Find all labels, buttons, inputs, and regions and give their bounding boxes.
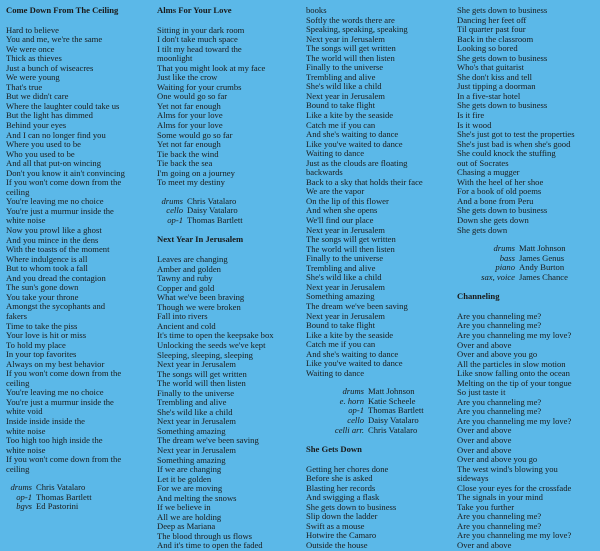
lyric-line: Before she is asked [306,473,373,484]
lyric-line: Copper and gold [157,282,215,293]
credit-name: Matt Johnson [519,243,566,254]
lyric-line: The signals in your mind [457,492,543,503]
lyric-line: The dream we've been saving [306,300,408,311]
lyric-line: Where the laughter could take us [6,100,120,111]
lyric-line: white void [6,406,43,417]
lyric-line: Though we were broken [157,301,241,312]
credit-role: drums [493,243,515,254]
lyric-line: Tie back the sea [157,158,213,169]
lyric-line: All the particles in slow motion [457,358,566,369]
credit-role: op-1 [16,491,32,502]
lyric-line: And all that put-on wincing [6,158,101,169]
lyric-line: Just as the clouds are floating [306,157,408,168]
lyric-line: Chasing a mugger [457,167,520,178]
lyric-line: And a bone from Peru [457,195,534,206]
song-title: Next Year In Jerusalem [157,234,244,245]
lyric-line: In a five-star hotel [457,90,521,101]
song-section [457,6,600,282]
credit-row [6,502,152,512]
lyric-line: The songs will get written [157,368,247,379]
lyric-line: Fall into rivers [157,311,208,322]
lyric-line: Alms for your love [157,120,223,131]
lyric-line: The songs will get written [306,43,396,54]
credit-name: Matt Johnson [368,386,415,397]
lyric-line: All we are holding [157,511,222,522]
lyric-line: One would go so far [157,91,228,102]
lyric-line: And she's waiting to dance [306,129,399,140]
lyric-line: Back to a sky that holds their face [306,176,423,187]
lyric-line: Tawny and ruby [157,273,213,284]
lyric-line: Like a kite by the seaside [306,110,394,121]
song-section [306,445,454,550]
lyric-line: If we believe in [157,502,211,513]
credit-role: bass [499,252,515,263]
song-title: Come Down From The Ceiling [6,5,119,15]
lyric-line: But the light has dimmed [6,110,93,121]
lyric-line: Trembling and alive [157,397,227,408]
lyric-line: Behind your eyes [6,120,67,131]
lyrics-block [457,312,600,551]
lyric-line: Finally to the universe [157,387,235,398]
lyric-line: Are you channeling me my love? [457,415,572,426]
lyric-line: Over and above [457,539,512,550]
credit-role: drums [161,195,183,206]
lyric-line: You're leaving me no choice [6,387,104,398]
lyric-line: She's wild like a child [306,272,382,283]
lyric-line: The world will then listen [306,243,395,254]
lyric-line: If you won't come down from the [6,368,122,379]
lyric-line: Blasting her records [306,482,376,493]
lyric-line: But we didn't care [6,91,69,102]
lyric-line: Your love is hit or miss [6,330,87,341]
lyric-line: If you won't come down from the [6,177,122,188]
lyric-line: Softly the words there are [306,14,395,25]
credits-block [157,197,303,226]
lyric-line: Ancient and cold [157,320,216,331]
lyric-line: The world will then listen [306,52,395,63]
lyric-line: moonlight [157,53,193,64]
lyric-line: Dancing her feet off [457,14,527,25]
lyric-line: backwards [306,167,343,178]
lyric-line: Alms for your love [157,110,223,121]
lyric-line: Are you channeling me? [457,520,542,531]
credit-name: Thomas Bartlett [368,405,424,416]
lyric-line: She gets down to business [457,100,548,111]
lyric-line: She don't kiss and tell [457,71,533,82]
column-3 [306,0,454,550]
lyric-line: Is it fire [457,110,485,121]
lyric-line: For a book of old poems [457,186,542,197]
lyric-line: white noise [6,444,46,455]
column-4 [457,0,600,550]
lyric-line: Unlocking the seeds we've kept [157,339,266,350]
lyric-line: Next year in Jerusalem [306,310,385,321]
lyric-line: It's time to open the keepsake box [157,330,274,341]
lyric-line: Just tipping a doorman [457,81,536,92]
lyric-line: Waiting to dance [306,148,365,159]
lyric-line: You're just a murmur inside the [6,205,114,216]
lyric-line: Hard to believe [6,24,59,35]
lyric-line: Next year in Jerusalem [306,281,385,292]
lyric-line: For we are moving [157,483,223,494]
lyric-line: Sleeping, sleeping, sleeping [157,349,253,360]
lyric-line: The dream we've been saving [157,435,259,446]
lyrics-block [157,255,303,551]
credit-name: James Genus [519,252,565,263]
lyric-line: We were once [6,43,55,54]
lyric-line: Over and above [457,444,512,455]
lyric-line: Just a bunch of wiseacres [6,62,94,73]
credit-role: op-1 [348,405,364,416]
lyric-line: We were young [6,72,60,83]
lyric-line: That you might look at my face [157,62,266,73]
credit-name: Daisy Vatalaro [368,414,419,425]
lyric-line: She gets down to business [457,5,548,15]
credits-block [306,387,454,435]
lyric-line: Something amazing [157,425,226,436]
lyric-line: Over and above you go [457,454,538,465]
lyric-line: Yet not far enough [157,100,221,111]
lyric-line: Let it be golden [157,473,212,484]
lyric-line: Like a kite by the seaside [306,329,394,340]
lyric-line: Are you channeling me? [457,320,542,331]
lyric-line: The sun's gone down [6,282,79,293]
lyric-line: ceiling [6,377,30,388]
credit-name: Ed Pastorini [36,501,79,512]
credit-row [457,273,600,283]
lyric-line: Is it wood [457,119,492,130]
lyric-line: ceiling [6,186,30,197]
lyric-line: Too high too high inside the [6,435,103,446]
lyric-line: Are you channeling me my love? [457,329,572,340]
lyric-line: Next year in Jerusalem [306,90,385,101]
lyric-line: You and me, we're the same [6,34,103,45]
lyric-line: And you dread the contagion [6,272,106,283]
lyric-line: On the lip of this flower [306,195,389,206]
credit-role: e. horn [339,395,364,406]
song-section [457,292,600,550]
credit-name: Chris Vatalaro [187,195,237,206]
song-section [6,6,152,512]
lyric-line: To hold my place [6,339,66,350]
lyric-line: You're just a murmur inside the [6,396,114,407]
lyric-line: She gets down to business [457,52,548,63]
lyric-line: Yet not far enough [157,139,221,150]
lyric-line: I tilt my head toward the [157,43,242,54]
lyric-line: Outside the house [306,539,368,550]
lyric-line: Are you channeling me my love? [457,530,572,541]
lyrics-block [157,26,303,188]
lyric-line: But to whom took a fall [6,263,88,274]
lyric-line: Time to take the piss [6,320,78,331]
lyric-line: I don't take much space [157,34,238,45]
lyric-line: Amongst the sycophants and [6,301,106,312]
lyric-line: Like you've waited to dance [306,358,403,369]
lyric-line: Are you channeling me? [457,406,542,417]
song-title: Channeling [457,291,500,302]
song-section [157,235,303,551]
lyrics-block [6,26,152,475]
lyric-line: She's just bad is when she's good [457,138,571,149]
lyric-line: Close your eyes for the crossfade [457,482,572,493]
credit-role: sax, voice [481,271,515,282]
lyric-line: Where you used to be [6,139,81,150]
column-2 [157,0,303,551]
lyric-line: Over and above [457,339,512,350]
lyric-line: With the toasts of the moment [6,244,110,255]
credit-name: James Chance [519,271,568,282]
lyric-line: She gets down to business [457,205,548,216]
credit-role: piano [495,262,515,273]
lyric-line: We'll find our place [306,215,374,226]
lyric-line: The west wind's blowing you [457,463,558,474]
song-section [306,6,454,435]
lyric-line: Finally to the universe [306,62,384,73]
lyric-line: And swigging a flask [306,492,380,503]
lyric-line: Always on my best behavior [6,358,105,369]
lyric-line: Don't you know it ain't convincing [6,167,125,178]
lyric-line: Take you further [457,501,515,512]
credit-role: cello [166,205,183,216]
lyric-line: She gets down [457,224,508,235]
lyric-line: And it's time to open the faded [157,540,263,551]
lyric-line: Some would go so far [157,129,233,140]
lyric-line: ceiling [6,463,30,474]
lyric-line: And when she opens [306,205,378,216]
lyric-line: And she's waiting to dance [306,348,399,359]
lyrics-block [457,6,600,235]
lyric-line: Deep as Mariana [157,521,216,532]
lyric-line: Leaves are changing [157,254,228,265]
lyric-line: Catch me if you can [306,119,376,130]
lyric-line: Waiting to dance [306,367,365,378]
credits-block [457,244,600,282]
lyric-line: Amber and golden [157,263,221,274]
credit-name: Daisy Vatalaro [187,205,238,216]
lyric-line: I'm going on a journey [157,167,235,178]
lyric-line: fakers [6,310,27,321]
lyric-line: That's true [6,81,43,92]
lyric-line: white noise [6,425,46,436]
credit-name: Katie Scheele [368,395,416,406]
lyric-line: And I can no longer find you [6,129,106,140]
lyric-line: She could knock the stuffing [457,148,556,159]
lyric-line: Slip down the ladder [306,511,378,522]
lyric-line: books [306,5,327,15]
lyric-line: Inside inside inside the [6,415,86,426]
lyric-line: Getting her chores done [306,463,389,474]
lyric-line: Something amazing [157,454,226,465]
credit-role: drums [342,386,364,397]
song-title: She Gets Down [306,444,362,455]
lyric-line: If we are changing [157,464,222,475]
lyric-line: Like you've waited to dance [306,138,403,149]
credit-role: cello [347,414,364,425]
lyric-line: You take your throne [6,291,79,302]
lyric-line: white noise [6,215,46,226]
lyric-line: sideways [457,473,489,484]
lyric-line: Melting on the tip of your tongue [457,377,572,388]
credits-block [6,483,152,512]
lyric-line: She's wild like a child [306,81,382,92]
lyric-line: Speaking, speaking, speaking [306,24,408,35]
lyric-line: Back in the classroom [457,33,534,44]
lyric-line: And melting the snows [157,492,237,503]
lyric-line: Now you prowl like a ghost [6,225,102,236]
lyric-line: To meet my destiny [157,177,225,188]
lyric-line: So just taste it [457,387,506,398]
lyric-line: Looking so bored [457,43,518,54]
credit-name: Andy Burton [519,262,565,273]
lyric-line: Over and above [457,434,512,445]
lyric-line: You're leaving me no choice [6,196,104,207]
credit-role: bgvs [16,501,32,512]
lyric-line: Catch me if you can [306,339,376,350]
lyric-line: Over and above [457,425,512,436]
song-title: Alms For Your Love [157,5,232,15]
lyric-line: And you mince in the dens [6,234,99,245]
lyric-line: If you won't come down from the [6,454,122,465]
lyric-line: Next year in Jerusalem [157,359,236,370]
lyric-line: Are you channeling me? [457,310,542,321]
lyric-line: She's just got to test the properties [457,129,575,140]
credit-row [157,216,303,226]
lyric-line: We are the vapor [306,186,365,197]
credit-name: Chris Vatalaro [36,482,86,493]
credit-name: Thomas Bartlett [187,214,243,225]
lyric-line: Where indulgence is all [6,253,88,264]
lyric-line: out of Socrates [457,157,509,168]
lyric-line: With the heel of her shoe [457,176,544,187]
credit-name: Thomas Bartlett [36,491,92,502]
lyric-line: Waiting for your crumbs [157,81,242,92]
lyric-line: Who you used to be [6,148,75,159]
credit-name: Chris Vatalaro [368,424,418,435]
lyric-line: Something amazing [306,291,375,302]
lyric-line: Next year in Jerusalem [157,444,236,455]
lyrics-block [306,6,454,378]
lyric-line: Trembling and alive [306,71,376,82]
lyric-line: Who's that guitarist [457,62,524,73]
lyric-line: Bound to take flight [306,100,375,111]
lyric-line: The world will then listen [157,378,246,389]
lyric-line: She gets down to business [306,501,397,512]
lyric-line: Are you channeling me? [457,396,542,407]
lyric-line: Hotwire the Camaro [306,530,377,541]
credit-role: celli arr. [334,424,364,435]
lyric-line: Next year in Jerusalem [306,224,385,235]
lyric-line: Sitting in your dark room [157,24,245,35]
lyric-line: Like snow falling onto the ocean [457,368,570,379]
lyric-line: Swift as a mouse [306,520,365,531]
column-1 [6,0,152,540]
song-section [157,6,303,225]
lyric-line: Thick as thieves [6,53,62,64]
lyric-line: Next year in Jerusalem [306,33,385,44]
lyric-line: Are you channeling me? [457,511,542,522]
credit-row [306,426,454,436]
lyric-line: The blood through us flows [157,530,253,541]
lyrics-block [306,465,454,551]
lyric-line: What we've been braving [157,292,245,303]
lyric-line: The songs will get written [306,234,396,245]
lyric-line: Finally to the universe [306,253,384,264]
lyric-line: Tie back the wind [157,148,219,159]
lyric-line: Bound to take flight [306,320,375,331]
credit-role: op-1 [167,214,183,225]
lyric-line: In your top favorites [6,349,77,360]
lyric-line: Just like the crow [157,72,218,83]
lyric-line: Til quarter past four [457,24,526,35]
lyric-line: Trembling and alive [306,262,376,273]
lyric-line: She's wild like a child [157,406,233,417]
credit-role: drums [10,482,32,493]
lyric-line: Over and above you go [457,349,538,360]
lyric-line: Next year in Jerusalem [157,416,236,427]
lyric-line: Down she gets down [457,215,529,226]
